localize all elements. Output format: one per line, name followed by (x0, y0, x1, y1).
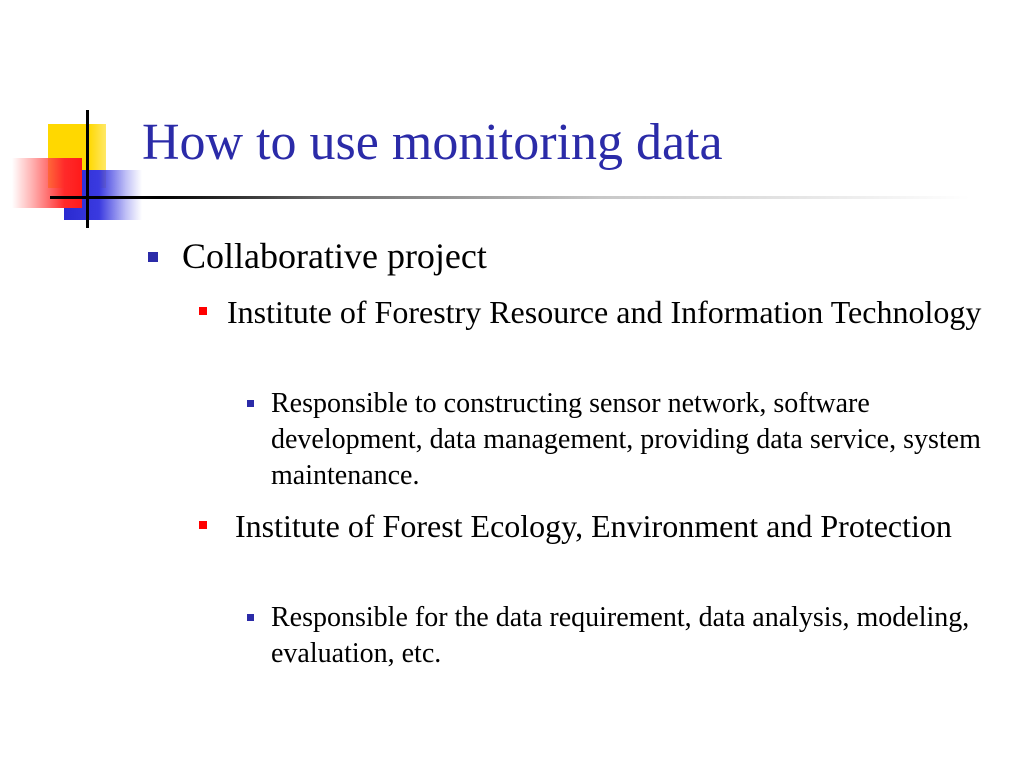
bullet-forestry-resource-responsibility (271, 386, 991, 494)
square-bullet-icon (199, 521, 207, 529)
square-bullet-icon (247, 400, 254, 407)
bullet-text: Institute of Forest Ecology, Environment and Protection (227, 508, 952, 544)
bullet-text: Responsible to constructing sensor network, software development, data management, providing data service, system maintenance. (271, 388, 981, 491)
bullet-text: Institute of Forestry Resource and Information Technology (227, 294, 982, 330)
bullet-forestry-resource-institute (227, 292, 997, 332)
bullet-text: Collaborative project (182, 236, 487, 276)
square-bullet-icon (247, 614, 254, 621)
square-bullet-icon (148, 252, 158, 262)
bullet-collaborative-project (182, 234, 982, 278)
square-bullet-icon (199, 307, 207, 315)
bullet-text: Responsible for the data requirement, data analysis, modeling, evaluation, etc. (271, 602, 970, 669)
bullet-forest-ecology-responsibility (271, 600, 991, 672)
bullet-forest-ecology-institute (227, 506, 997, 546)
slide-title: How to use monitoring data (142, 114, 723, 171)
